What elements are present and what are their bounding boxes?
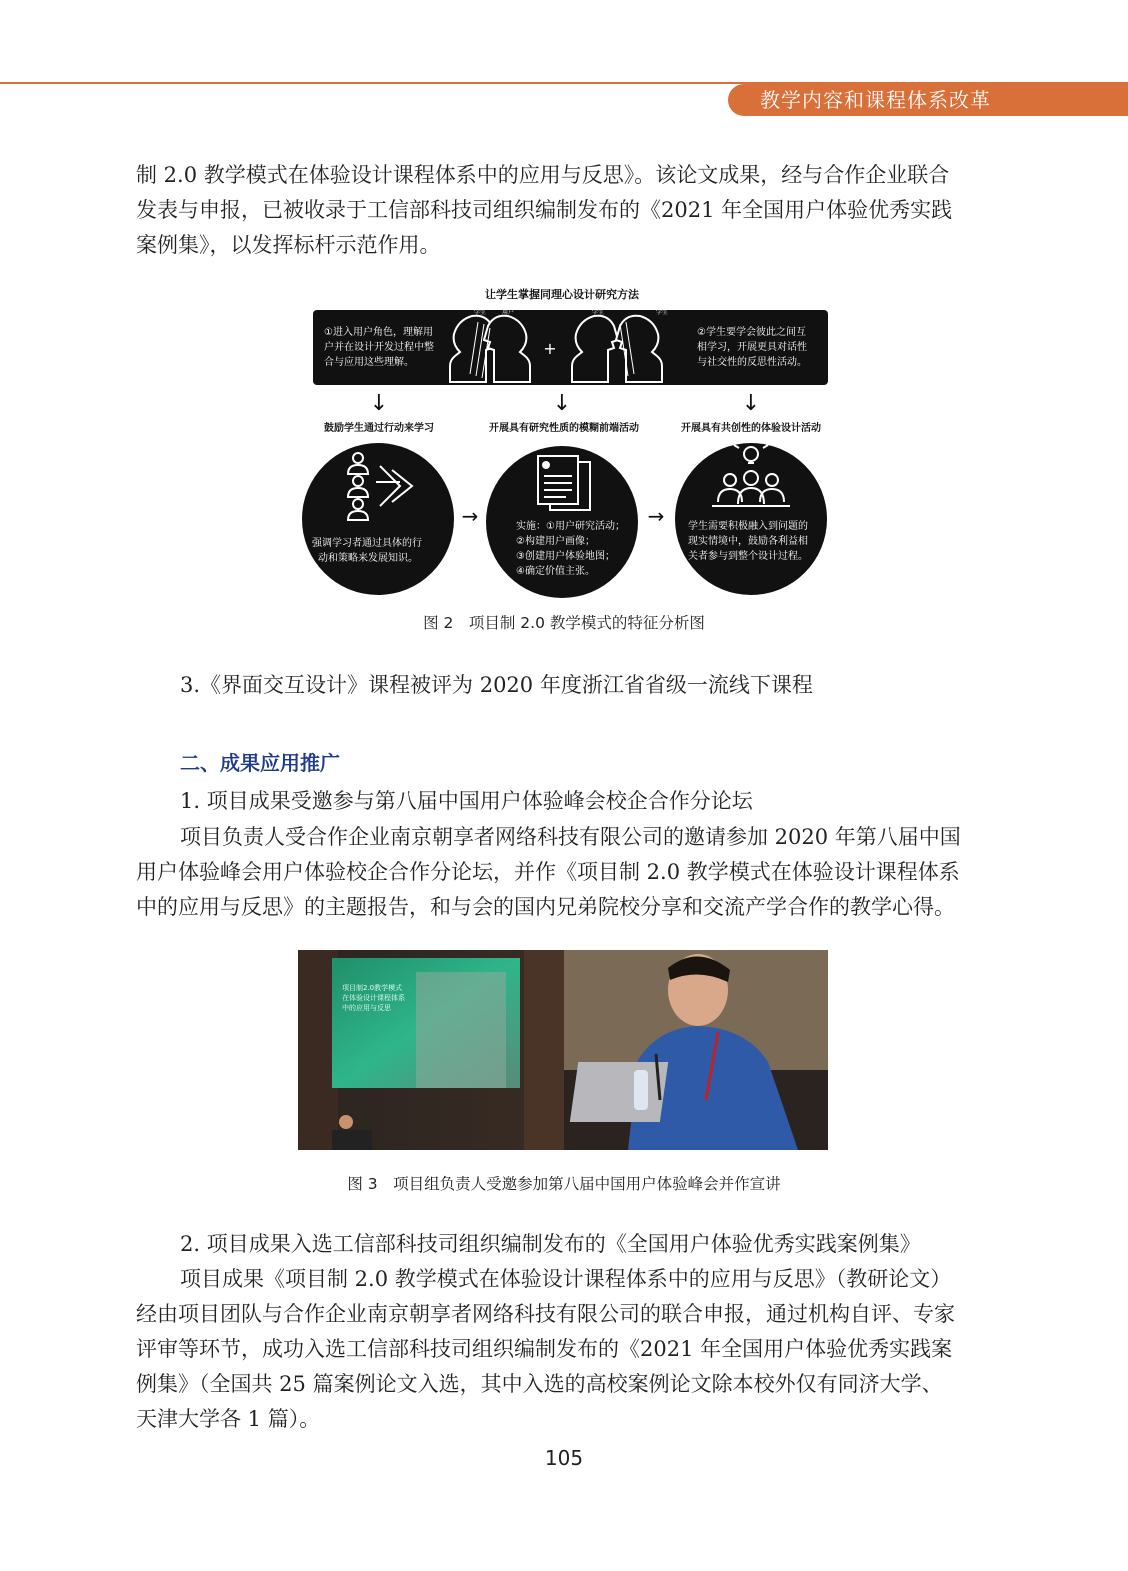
figure-2-caption: 图 2 项目制 2.0 教学模式的特征分析图 — [423, 614, 705, 632]
circle-2-line: ②构建用户画像； — [516, 536, 595, 547]
slide-title-line: 在体验设计课程体系 — [342, 994, 405, 1002]
slide-title-line: 中的应用与反思 — [342, 1004, 391, 1012]
subheading-1: 1. 项目成果受邀参与第八届中国用户体验峰会校企合作分论坛 — [180, 789, 753, 813]
down-arrow: ↓ — [369, 391, 389, 416]
circle-3-line: 现实情境中，鼓励各利益相 — [688, 536, 808, 547]
paragraph-2 — [136, 820, 996, 925]
circle-3-line: 关者参与到整个设计过程。 — [688, 551, 808, 562]
building-image — [416, 972, 506, 1088]
right-arrow: → — [461, 504, 479, 528]
page-number: 105 — [544, 1446, 584, 1470]
head-label: 学生 — [656, 309, 669, 316]
conference-photo — [298, 950, 828, 1150]
text-line: 案例集》，以发挥标杆示范作用。 — [136, 233, 441, 257]
banner-left-line: 户并在设计开发过程中整 — [324, 342, 434, 353]
paragraph-3 — [136, 1262, 996, 1437]
circle-1-line: 动和策略来发展知识。 — [318, 553, 418, 564]
curtain-right — [524, 950, 564, 1150]
text-line: 项目负责人受合作企业南京朝享者网络科技有限公司的邀请参加 2020 年第八届中国 — [180, 825, 961, 849]
slide-title-line: 项目制2.0教学模式 — [342, 984, 403, 992]
audience-head — [339, 1115, 353, 1129]
paragraph-1 — [136, 158, 996, 263]
banner-left-line: 合与应用这些理解。 — [324, 357, 414, 368]
laptop — [570, 1062, 668, 1122]
head-label: 用户 — [502, 309, 515, 316]
figure-3-caption: 图 3 项目组负责人受邀参加第八届中国用户体验峰会并作宣讲 — [347, 1175, 781, 1193]
section-2-heading: 二、成果应用推广 — [180, 751, 340, 775]
plus-sign: + — [543, 339, 557, 358]
banner-left-line: ①进入用户角色，理解用 — [324, 327, 433, 338]
text-line: 制 2.0 教学模式在体验设计课程体系中的应用与反思》。该论文成果，经与合作企业联合 — [136, 163, 950, 187]
banner-right-line: ②学生要学会彼此之间互 — [697, 327, 806, 338]
banner-right-line: 相学习，开展更具对话性 — [697, 342, 807, 353]
documents-icon — [538, 456, 590, 510]
text-line: 中的应用与反思》的主题报告，和与会的国内兄弟院校分享和交流产学合作的教学心得。 — [136, 895, 955, 919]
down-arrow: ↓ — [741, 391, 761, 416]
figure-2-diagram — [300, 282, 840, 600]
circle-3-line: 学生需要积极融入到问题的 — [688, 521, 808, 532]
audience-body — [332, 1130, 372, 1150]
item-3: 3.《界面交互设计》课程被评为 2020 年度浙江省省级一流线下课程 — [180, 673, 813, 697]
figure-2-title: 让学生掌握同理心设计研究方法 — [485, 288, 639, 301]
text-line: 天津大学各 1 篇）。 — [136, 1407, 321, 1431]
text-line: 经由项目团队与合作企业南京朝享者网络科技有限公司的联合申报，通过机构自评、专家 — [136, 1302, 955, 1326]
circle-action-learning — [302, 443, 454, 595]
text-line: 用户体验峰会用户体验校企合作分论坛，并作《项目制 2.0 教学模式在体验设计课程体系 — [136, 860, 960, 884]
column-title: 开展具有共创性的体验设计活动 — [681, 423, 821, 434]
down-arrow: ↓ — [552, 391, 572, 416]
column-title: 开展具有研究性质的模糊前端活动 — [489, 423, 639, 434]
circle-2-line: ③创建用户体验地图； — [516, 551, 615, 562]
subheading-2: 2. 项目成果入选工信部科技司组织编制发布的《全国用户体验优秀实践案例集》 — [180, 1232, 921, 1256]
figure-3-photo — [298, 950, 828, 1150]
head-label: 学生 — [474, 309, 487, 316]
circle-2-line: 实施：①用户研究活动； — [516, 521, 625, 532]
text-line: 评审等环节，成功入选工信部科技司组织编制发布的《2021 年全国用户体验优秀实践案 — [136, 1337, 953, 1361]
column-title: 鼓励学生通过行动来学习 — [324, 423, 434, 434]
right-arrow: → — [647, 504, 665, 528]
section-title: 教学内容和课程体系改革 — [760, 88, 991, 112]
text-line: 例集》（全国共 25 篇案例论文入选，其中入选的高校案例论文除本校外仅有同济大学、 — [136, 1372, 943, 1396]
circle-co-creation — [675, 443, 827, 595]
circle-2-line: ④确定价值主张。 — [516, 566, 595, 577]
circle-1-line: 强调学习者通过具体的行 — [312, 538, 422, 549]
banner-right-line: 与社交性的反思性活动。 — [697, 357, 807, 368]
water-bottle — [634, 1070, 648, 1110]
head-label: 学生 — [592, 309, 605, 316]
text-line: 发表与申报，已被收录于工信部科技司组织编制发布的《2021 年全国用户体验优秀实践 — [136, 198, 953, 222]
text-line: 项目成果《项目制 2.0 教学模式在体验设计课程体系中的应用与反思》（教研论文） — [180, 1267, 952, 1291]
